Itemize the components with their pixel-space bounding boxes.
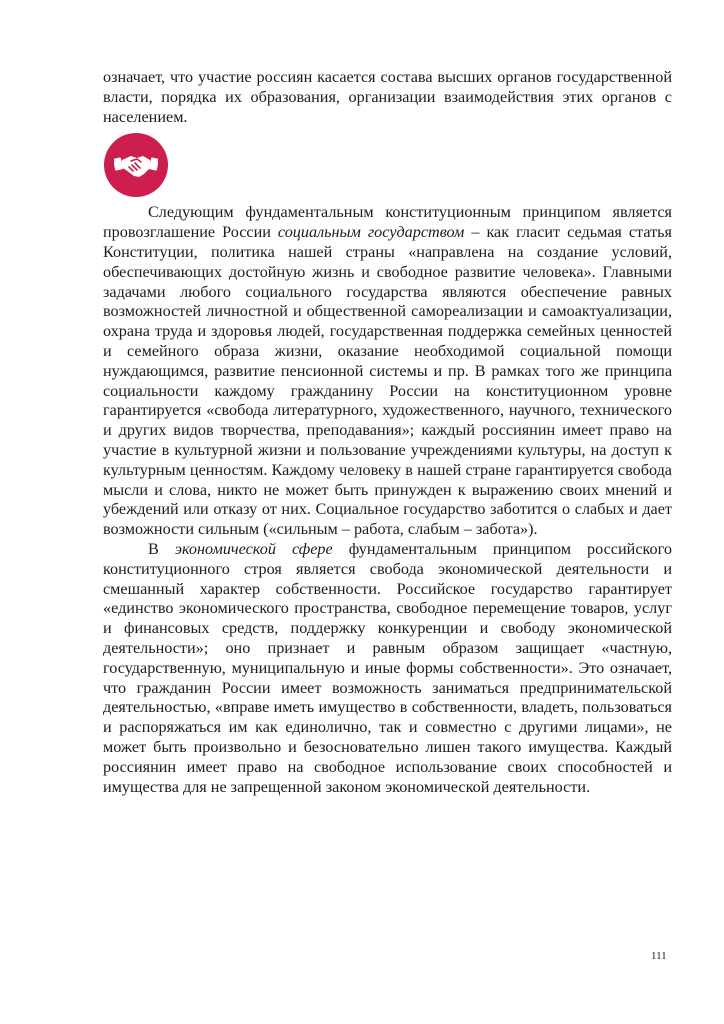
handshake-icon bbox=[114, 150, 158, 180]
intro-paragraph: означает, что участие россиян касается состава высших органов государственной власти, порядка их образования, организации взаимодействия этих органов с населением. bbox=[103, 68, 672, 126]
social-state-paragraph bbox=[103, 203, 672, 540]
page-number: 111 bbox=[651, 950, 667, 962]
economic-term-italic: экономической сфере bbox=[174, 539, 333, 558]
page-content bbox=[103, 68, 672, 797]
economic-paragraph bbox=[103, 540, 672, 797]
icon-row bbox=[103, 133, 672, 201]
social-term-italic: социальным государством bbox=[277, 223, 465, 242]
social-text-start: Следующим фундаментальным конституционным принципом является провозглашение России bbox=[103, 203, 672, 242]
handshake-icon-badge bbox=[104, 133, 168, 197]
economic-text-start: В bbox=[148, 539, 175, 558]
economic-text-rest: фундаментальным принципом российского конституционного строя является свобода экономической деятельности и смешанный характер собственности. Российское государство гарантирует «единство экономического пространства, свободное перемещение товаров, услуг и финансовых средств, поддержку конкуренции и свободу экономической деятельности»; оно признает и равным образом защищает «частную, государственную, муниципальную и иные формы собственности». Это означает, что гражданин России имеет возможность заниматься предпринимательской деятельностью, «вправе иметь имущество в собственности, владеть, пользоваться и распоряжаться им как единолично, так и совместно с другими лицами», не может быть произвольно и безосновательно лишен такого имущества. Каждый россиянин имеет право на свободное использование своих способностей и имущества для не запрещенной законом экономической деятельности. bbox=[103, 539, 672, 796]
social-text-rest: – как гласит седьмая статья Конституции, политика нашей страны «направлена на создание условий, обеспечивающих достойную жизнь и свободное развитие человека». Главными задачами любого социального государства являются обеспечение равных возможностей личностной и общественной самореализации и самоактуализации, охрана труда и здоровья людей, государственная поддержка семейных ценностей и семейного образа жизни, оказание необходимой социальной помощи нуждающимся, развитие пенсионной системы и пр. В рамках того же принципа социальности каждому гражданину России на конституционном уровне гарантируется «свобода литературного, художественного, научного, технического и других видов творчества, преподавания»; каждый россиянин имеет право на участие в культурной жизни и пользование учреждениями культуры, на доступ к культурным ценностям. Каждому человеку в нашей стране гарантируется свобода мысли и слова, никто не может быть принужден к выражению своих мнений и убеждений или отказу от них. Социальное государство заботится о слабых и дает возможности сильным («сильным – работа, слабым – забота»). bbox=[103, 223, 672, 539]
